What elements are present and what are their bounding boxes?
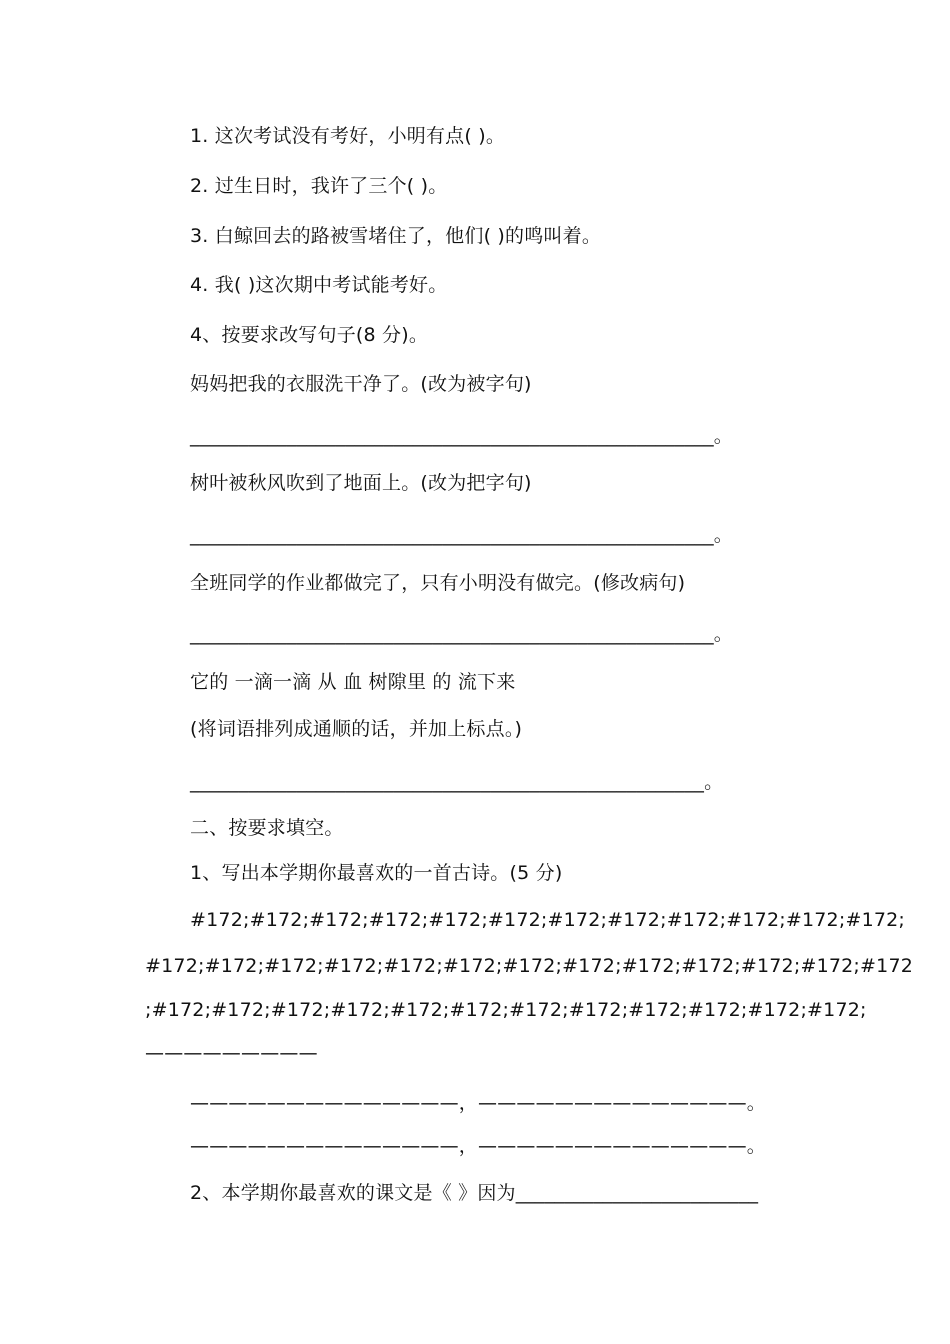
- question-4: 4. 我( )这次期中考试能考好。: [190, 274, 448, 296]
- section-2-heading: 二、按要求填空。: [190, 817, 344, 839]
- question-2: 2. 过生日时，我许了三个( )。: [190, 175, 448, 197]
- rewrite-instruction-4: (将词语排列成通顺的话，并加上标点。): [190, 718, 523, 740]
- answer-line-1: ______________________________________________________。: [190, 425, 733, 447]
- question-3: 3. 白鲸回去的路被雪堵住了，他们( )的鸣叫着。: [190, 225, 602, 247]
- answer-line-3: ______________________________________________________。: [190, 623, 733, 645]
- section-4-heading: 4、按要求改写句子(8 分)。: [190, 324, 429, 346]
- garbled-line-2: #172;#172;#172;#172;#172;#172;#172;#172;#172;#172;#172;#172;#172: [145, 955, 914, 977]
- answer-line-4: _____________________________________________________。: [190, 771, 724, 793]
- answer-line-2: ______________________________________________________。: [190, 524, 733, 546]
- poem-line-2: ——————————————，——————————————。: [190, 1135, 766, 1157]
- garbled-line-4: —————————: [145, 1042, 318, 1064]
- rewrite-sentence-3: 全班同学的作业都做完了，只有小明没有做完。(修改病句): [190, 572, 686, 594]
- rewrite-sentence-2: 树叶被秋风吹到了地面上。(改为把字句): [190, 472, 532, 494]
- garbled-line-3: ;#172;#172;#172;#172;#172;#172;#172;#172;#172;#172;#172;#172;: [145, 999, 867, 1021]
- question-1: 1. 这次考试没有考好，小明有点( )。: [190, 125, 506, 147]
- favorite-lesson-question: 2、本学期你最喜欢的课文是《 》因为_________________________: [190, 1182, 759, 1204]
- rewrite-sentence-1: 妈妈把我的衣服洗干净了。(改为被字句): [190, 373, 532, 395]
- rewrite-sentence-4: 它的 一滴一滴 从 血 树隙里 的 流下来: [190, 671, 516, 693]
- poem-question: 1、写出本学期你最喜欢的一首古诗。(5 分): [190, 862, 563, 884]
- garbled-line-1: #172;#172;#172;#172;#172;#172;#172;#172;#172;#172;#172;#172;: [190, 909, 906, 931]
- poem-line-1: ——————————————，——————————————。: [190, 1092, 766, 1114]
